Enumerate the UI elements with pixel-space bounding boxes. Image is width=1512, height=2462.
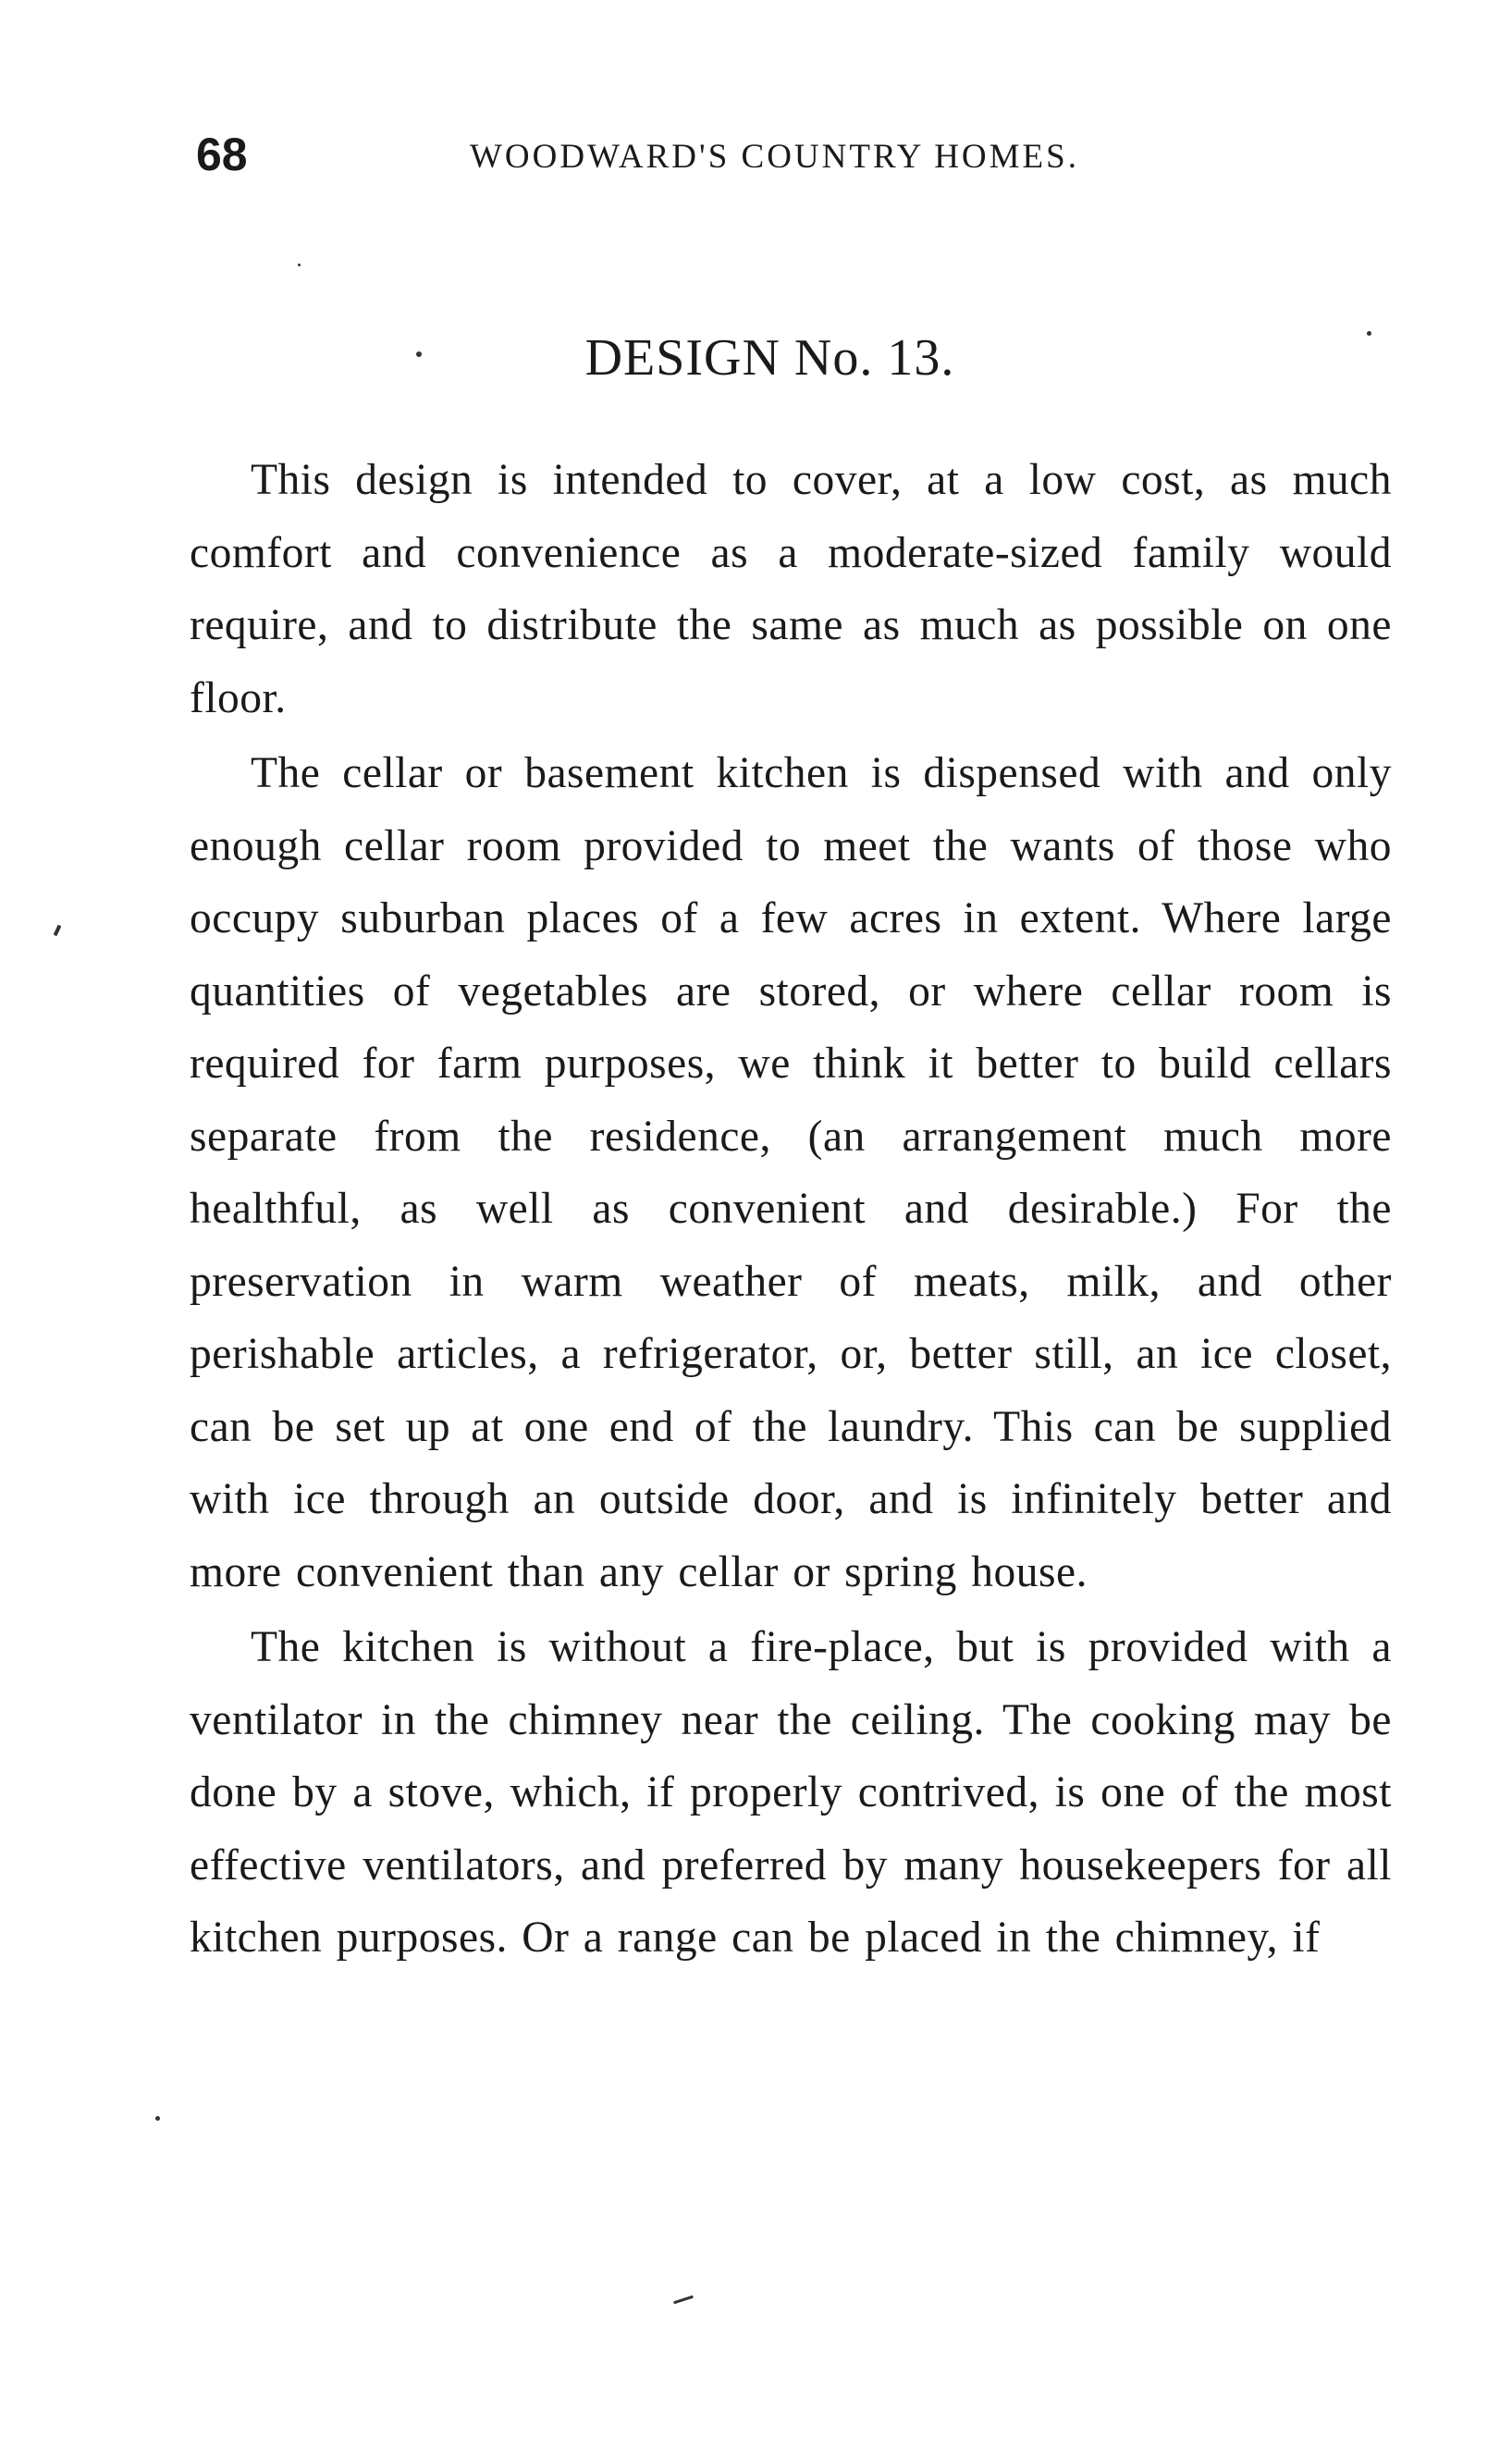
page-number: 68 — [196, 129, 248, 180]
running-head — [196, 122, 1389, 187]
design-title: DESIGN No. 13. — [584, 329, 955, 387]
scan-speck — [155, 2116, 160, 2121]
paragraph-kitchen: The kitchen is without a fire-place, but is provided with a ventilator in the chimney near the ceiling. The cooking may be done by a stove, which, if properly contrived, is one of the most effective ventilators, and preferred by many housekeepers for all kitchen purposes. Or a range can be placed in the chimney, if — [190, 1623, 1392, 1962]
scan-speck — [416, 351, 422, 357]
paragraph-cellar: The cellar or basement kitchen is dispensed with and only enough cellar room provided to meet the wants of those who occupy suburban places of a few acres in extent. Where large quantities of vegetables are stored, or where cellar room is required for farm purposes, we think it better to build cellars separate from the residence, (an arrangement much more healthful, as well as convenient and desirable.) For the preservation in warm weather of meats, milk, and other perishable articles, a refrigerator, or, better still, an ice closet, can be set up at one end of the laundry. This can be supplied with ice through an outside door, and is infinitely better and more convenient than any cellar or spring house. — [190, 749, 1392, 1596]
scan-speck — [54, 925, 62, 937]
paragraph-intro: This design is intended to cover, at a low cost, as much comfort and convenience as a moderate-sized family would require, and to distribute the same as much as possible on one floor. — [190, 456, 1392, 722]
book-title: WOODWARD'S COUNTRY HOMES. — [470, 138, 1079, 176]
scan-speck — [1367, 331, 1371, 336]
scan-speck — [673, 2296, 694, 2305]
body-text — [190, 444, 1392, 1977]
scan-speck — [298, 264, 301, 266]
